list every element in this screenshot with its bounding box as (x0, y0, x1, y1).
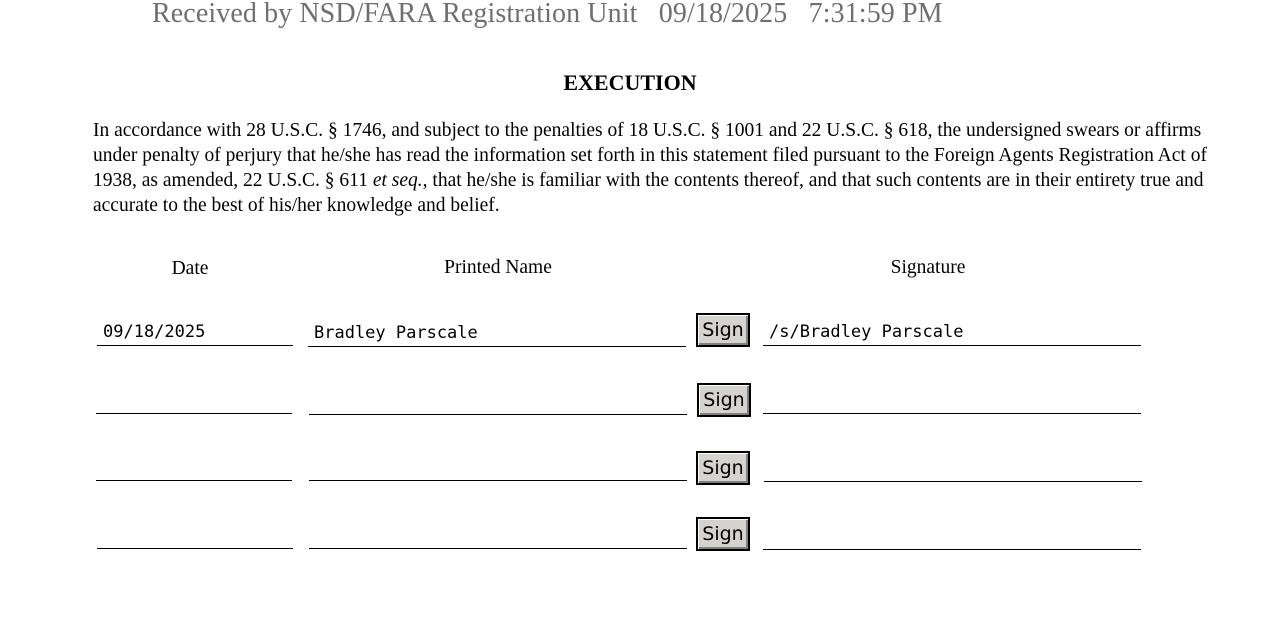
received-stamp: Received by NSD/FARA Registration Unit 09/18/2025 7:31:59 PM (152, 0, 943, 29)
execution-heading: EXECUTION (563, 70, 697, 95)
sign-button-1[interactable]: Sign (696, 313, 750, 347)
signature-field-2[interactable] (763, 386, 1141, 414)
execution-statement-part1: In accordance with 28 U.S.C. § 1746, and subject to the penalties of 18 U.S.C. § 1001 and 22 U.S.C. § 618, the undersigned swears or affirms under penalty of perjury that he/she has read the information set forth in this statement filed pursuant to the Foreign Agents Registration Act of 1938, as amended, 22 U.S.C. § 611 (93, 120, 1207, 191)
sign-button-2[interactable]: Sign (697, 383, 751, 417)
date-field-4[interactable] (97, 521, 293, 549)
sign-button-3[interactable]: Sign (696, 451, 750, 485)
date-field-3[interactable] (96, 453, 292, 481)
signature-column-header: Signature (890, 257, 966, 278)
printed-name-field-1[interactable]: Bradley Parscale (308, 319, 686, 347)
printed-name-field-2[interactable] (309, 387, 687, 415)
execution-statement-part2: , that he/she is familiar with the contents thereof, and that such contents are in their entirety true and accurate to the best of his/her knowledge and belief. (93, 170, 1204, 216)
signature-field-4[interactable] (763, 522, 1141, 550)
execution-statement-italic: et seq. (372, 170, 423, 191)
signature-field-3[interactable] (764, 454, 1142, 482)
execution-statement (93, 118, 1223, 218)
sign-button-4[interactable]: Sign (696, 517, 750, 551)
signature-field-1[interactable]: /s/Bradley Parscale (763, 318, 1141, 346)
printed-name-column-header: Printed Name (444, 257, 552, 278)
date-field-1[interactable]: 09/18/2025 (97, 318, 293, 346)
date-column-header: Date (171, 258, 209, 279)
printed-name-field-4[interactable] (309, 521, 687, 549)
date-field-2[interactable] (96, 386, 292, 414)
printed-name-field-3[interactable] (309, 453, 687, 481)
